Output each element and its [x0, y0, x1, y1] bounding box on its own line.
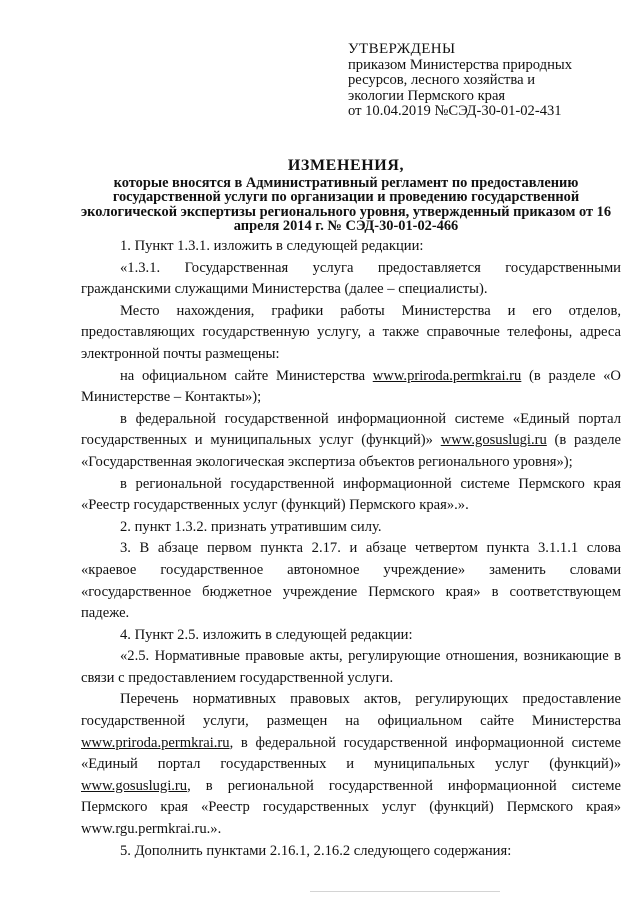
paragraph	[81, 409, 621, 474]
approval-stamp	[348, 42, 628, 120]
approval-heading: УТВЕРЖДЕНЫ	[348, 41, 456, 57]
ministry-site-link[interactable]: www.priroda.permkrai.ru	[372, 367, 522, 384]
paragraph: 1. Пункт 1.3.1. изложить в следующей редакции:	[120, 238, 424, 254]
document-body	[81, 236, 621, 862]
approval-line: экологии Пермского края	[348, 87, 506, 104]
gosuslugi-link[interactable]: www.gosuslugi.ru	[440, 432, 547, 449]
gosuslugi-link[interactable]: www.gosuslugi.ru	[81, 777, 188, 794]
paragraph: 4. Пункт 2.5. изложить в следующей редакции:	[120, 626, 413, 643]
paragraph-text: , в региональной государственной информационной системе Пермского края «Реестр государственных услуг (функций) Пермского края» www.rgu.permkrai.ru.».	[81, 777, 621, 838]
document-title: ИЗМЕНЕНИЯ,	[287, 157, 405, 174]
paragraph-text: , в федеральной государственной информационной системе «Единый портал государственных и муниципальных услуг (функций)»	[81, 734, 621, 773]
ministry-site-link[interactable]: www.priroda.permkrai.ru	[81, 734, 230, 751]
paragraph	[81, 689, 621, 840]
approval-line: приказом Министерства природных	[348, 56, 572, 73]
paragraph-text: (в разделе «О Министерстве – Контакты»);	[81, 367, 621, 406]
document-title-block	[76, 157, 616, 234]
paragraph: «2.5. Нормативные правовые акты, регулирующие отношения, возникающие в связи с предоставлением государственной услуги.	[81, 648, 621, 686]
paragraph: 2. пункт 1.3.2. признать утратившим силу.	[120, 518, 382, 535]
paragraph-text: (в разделе «Государственная экологическая экспертиза объектов регионального уровня»);	[81, 432, 621, 470]
scan-artifact	[310, 891, 500, 892]
document-subtitle: которые вносятся в Административный регламент по предоставлению государственной услуги по организации и проведению государственной экологической экспертизы регионального уровня, утвержденный приказом от 16 апреля 2014 г. № СЭД-30-01-02-466	[80, 175, 612, 235]
paragraph-text: Перечень нормативных правовых актов, регулирующих предоставление государственной услуги, размещен на официальном сайте Министерства	[81, 691, 621, 730]
paragraph-text: в федеральной государственной информационной системе «Единый портал государственных и муниципальных услуг (функций)»	[81, 410, 621, 449]
paragraph	[81, 366, 621, 409]
approval-date: от 10.04.2019 №СЭД-30-01-02-431	[348, 103, 562, 119]
paragraph: 3. В абзаце первом пункта 2.17. и абзаце четвертом пункта 3.1.1.1 слова «краевое государственное автономное учреждение» заменить словами «государственное бюджетное учреждение Пермского края» в соответствующем падеже.	[81, 540, 621, 622]
paragraph: 5. Дополнить пунктами 2.16.1, 2.16.2 следующего содержания:	[120, 842, 512, 859]
paragraph-text: на официальном сайте Министерства	[120, 367, 373, 384]
approval-line: ресурсов, лесного хозяйства и	[348, 72, 536, 88]
paragraph: в региональной государственной информационной системе Пермского края «Реестр государственных услуг (функций) Пермского края».».	[81, 475, 621, 514]
paragraph: Место нахождения, графики работы Министерства и его отделов, предоставляющих государственную услугу, а также справочные телефоны, адреса электронной почты размещены:	[81, 302, 621, 362]
paragraph: «1.3.1. Государственная услуга предоставляется государственными гражданскими служащими Министерства (далее – специалисты).	[81, 259, 621, 298]
